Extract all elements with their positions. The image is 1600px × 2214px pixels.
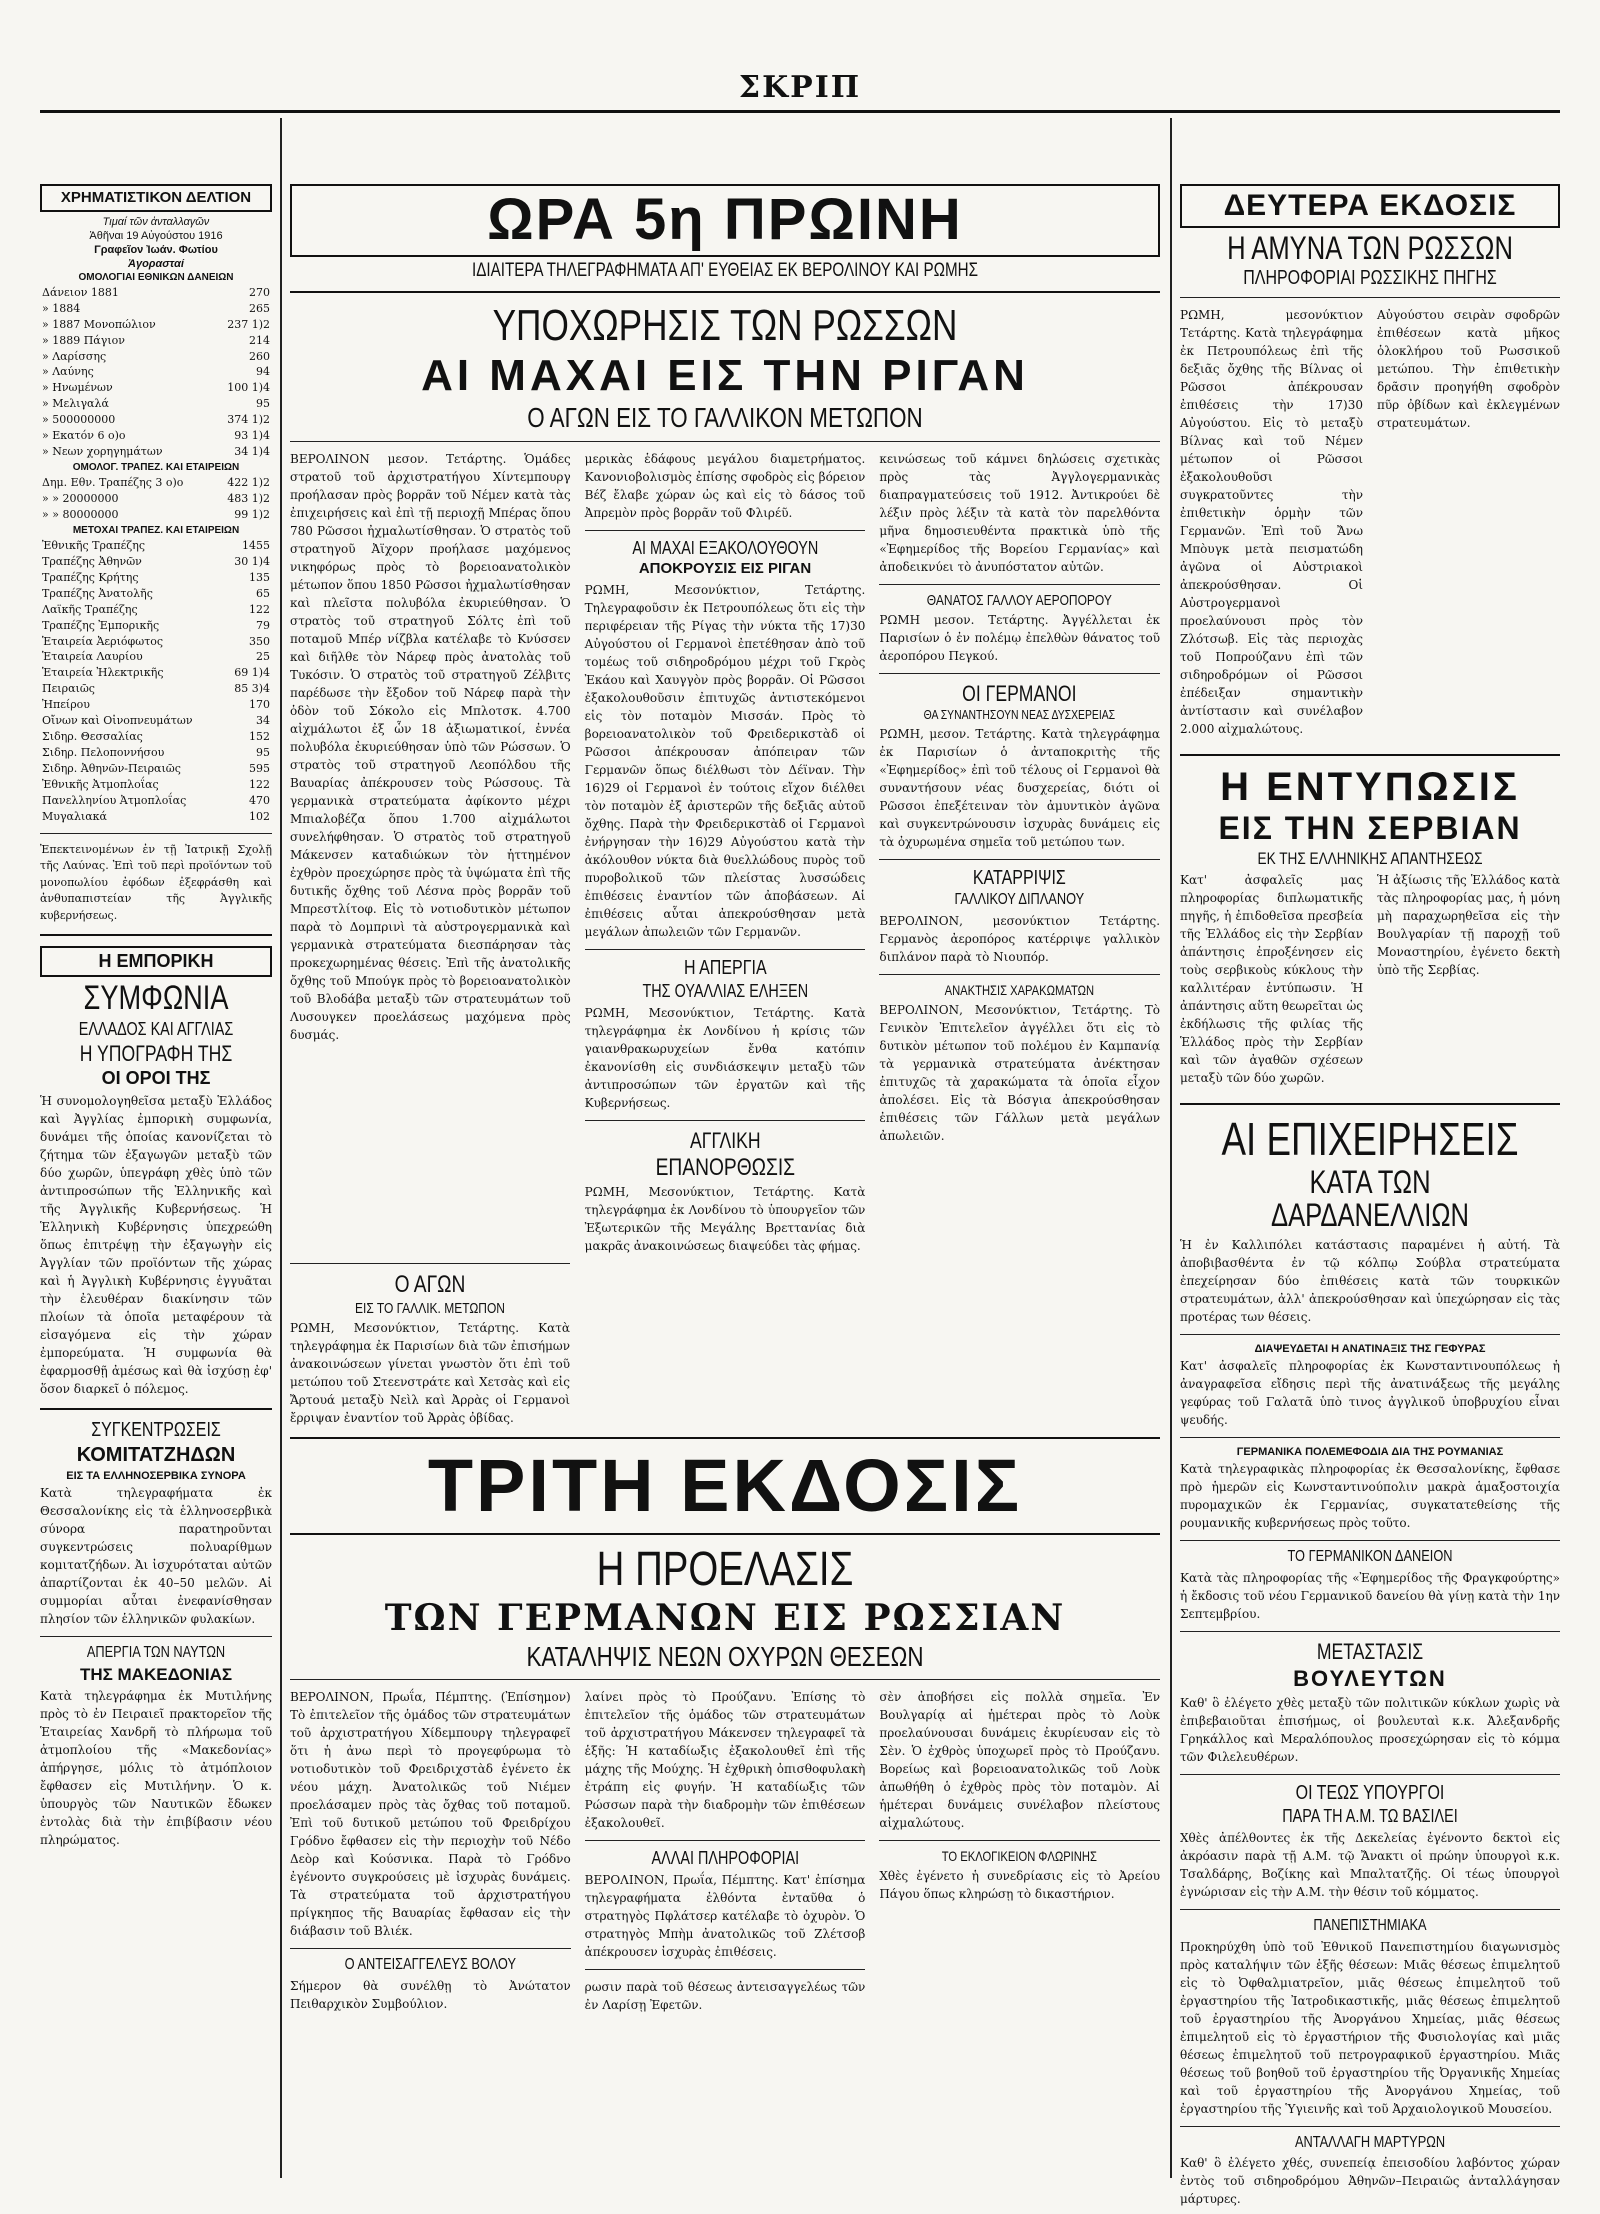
ellados-anglias-heading: ΕΛΛΑΔΟΣ ΚΑΙ ΑΓΓΛΙΑΣ <box>78 1018 234 1039</box>
table-row <box>40 745 272 761</box>
germans-heading: ΟΙ ΓΕΡΜΑΝΟΙ <box>962 681 1077 707</box>
table-row <box>40 412 272 428</box>
row-value: 595 <box>249 762 270 775</box>
banner-5am-subtitle: ΙΔΙΑΙΤΕΡΑ ΤΗΛΕΓΡΑΦΗΜΑΤΑ ΑΠ' ΕΥΘΕΙΑΣ ΕΚ ΒΕΡΟΛΙΝΟΥ ΚΑΙ ΡΩΜΗΣ <box>472 259 978 281</box>
agon-heading: Ο ΑΓΩΝ <box>394 1271 466 1299</box>
munitions-text: Κατὰ τηλεγραφικὰς πληροφορίας ἐκ Θεσσαλονίκης, ἔφθασε πρὸ ἡμερῶν εἰς Κωνσταντινούπολιν μακρὰ ἁμαξοστοιχία πυρομαχικῶν ἐκ Γερμανίας, συγκατατεθείσης τῆς ρουμανικῆς κυβερνήσεως πρὸς τοῦτο. <box>1180 1462 1560 1531</box>
row-name: Δάνειον 1881 <box>42 285 119 299</box>
serbia-side-text: Ἡ ἀξίωσις τῆς Ἑλλάδος κατὰ τὰς πληροφορίας μας, ἡ μόνη μὴ παραχωρηθεῖσα εἰς τὴν Βουλγαρίαν τῇ παροχῇ τοῦ Μοναστηρίου, ἐγένετο δεκτὴ ὑπὸ τῆς Σερβίας. <box>1377 872 1560 977</box>
row-value: 422 1)2 <box>227 476 270 490</box>
former-ministers-heading: ΟΙ ΤΕΩΣ ΥΠΟΥΡΓΟΙ <box>1295 1782 1445 1804</box>
table-row <box>40 554 272 570</box>
row-value: 25 <box>256 650 270 664</box>
table-row <box>40 491 272 507</box>
left-column <box>40 180 272 2170</box>
new-positions-heading: ΚΑΤΑΛΗΨΙΣ ΝΕΩΝ ΟΧΥΡΩΝ ΘΕΣΕΩΝ <box>526 1640 924 1672</box>
row-value: 270 <box>249 285 270 299</box>
trenches-text: ΒΕΡΟΛΙΝΟΝ, Μεσονύκτιον, Τετάρτης. Τὸ Γενικὸν Ἐπιτελεῖον ἀγγέλλει ὅτι εἰς τὸ δυτικὸν μέτωπον τοῦ πολέμου ἐν Καμπανίᾳ τὰ γερμανικὰ στρατεύματα ἀνέκτησαν ἐπιτυχῶς τὰ χαρακώματα τὰ ὁποῖα εἶχον ἀπολέσει. Εἰς τὰ Βόσγια ἀπεκρούσθησαν ἐπιθέσεις τῶν Γάλλων μετὰ μεγάλων ἀπωλειῶν. <box>879 1002 1161 1143</box>
impression-text: Κατ' ἀσφαλεῖς μας πληροφορίας διπλωματικῆς πηγῆς, ἡ ἐπιδοθεῖσα πρεσβεία τῆς Ἑλλάδος εἰς τὴν Σερβίαν ἀπάντησις ἐπροξένησεν εἰς τοὺς σερβικοὺς κύκλους τὴν καλλιτέραν ἐντύπωσιν. Ἡ ἀπάντησις αὕτη θεωρεῖται ὡς ἐκδήλωσις τῆς φιλίας τῆς Ἑλλάδος πρὸς τὴν Σερβίαν καὶ τῶν ἀγαθῶν σχέσεων μεταξὺ τῶν δύο χωρῶν. <box>1180 872 1363 1085</box>
table-row <box>40 793 272 809</box>
french-front-heading: Ο ΑΓΩΝ ΕΙΣ ΤΟ ΓΑΛΛΙΚΟΝ ΜΕΤΩΠΟΝ <box>527 402 923 434</box>
witness-exchange-heading: ΑΝΤΑΛΛΑΓΗ ΜΑΡΤΥΡΩΝ <box>1294 2133 1446 2151</box>
impression-heading: Η ΕΝΤΥΠΩΣΙΣ <box>1220 765 1520 810</box>
row-name: Ἠπείρου <box>42 698 90 712</box>
german-loan-text: Κατὰ τὰς πληροφορίας τῆς «Ἐφημερίδος τῆς Φραγκφούρτης» ἡ ἔκδοσις τοῦ νέου Γερμανικοῦ δανείου θὰ γίνῃ κατὰ τὴν 1ην Σεπτεμβρίου. <box>1180 1570 1560 1621</box>
row-value: 214 <box>249 333 270 347</box>
gallic-front-heading: ΕΙΣ ΤΟ ΓΑΛΛΙΚ. ΜΕΤΩΠΟΝ <box>355 1299 505 1317</box>
row-name: Ἐθνικῆς Ἀτμοπλοΐας <box>42 777 159 791</box>
prosecutor-text: Σήμερον θὰ συνέλθῃ τὸ Ἀνώτατον Πειθαρχικὸν Συμβούλιον. <box>290 1978 571 2011</box>
row-value: 95 <box>256 746 270 760</box>
operations-heading: ΑΙ ΕΠΙΧΕΙΡΗΣΕΙΣ <box>1221 1112 1519 1165</box>
row-name: » » 80000000 <box>42 507 119 521</box>
symfonia-text: Ἡ συνομολογηθεῖσα μεταξὺ Ἑλλάδος καὶ Ἀγγλίας ἐμπορικὴ συμφωνία, δυνάμει τῆς ὁποίας κανονίζεται τὸ ζήτημα τῶν ἐξαγωγῶν μεταξὺ τῶν δύο χωρῶν, ὑπεγράφη χθὲς ὑπὸ τῶν ἀντιπροσώπων τῆς Ἑλληνικῆς καὶ τῆς Ἀγγλικῆς Κυβερνήσεως. Ἡ Ἑλληνικὴ Κυβέρνησις ὑπεχρεώθη ὅπως ἐπιτρέψῃ τὴν ἐξαγωγὴν εἰς Ἀγγλίαν τῶν προϊόντων τῆς χώρας καὶ ἡ Ἀγγλικὴ Κυβέρνησις ἐγγυᾶται τὴν ἐλευθέραν διακίνησιν τῶν πλοίων τὰ ὁποῖα μεταφέρουν τὰ εἰσαγόμενα εἰς τὴν χώραν ἐμπορεύματα. Ἡ συμφωνία θὰ ἐφαρμοσθῇ ἀμέσως καὶ θὰ ἰσχύσῃ ἐφ' ὅσον διαρκεῖ ὁ πόλεμος. <box>40 1093 272 1396</box>
correction-heading: ΕΠΑΝΟΡΘΩΣΙΣ <box>655 1154 795 1182</box>
table-row <box>40 364 272 380</box>
other-info-heading: ΑΛΛΑΙ ΠΛΗΡΟΦΟΡΙΑΙ <box>651 1847 799 1868</box>
retreat-heading: ΥΠΟΧΩΡΗΣΙΣ ΤΩΝ ΡΩΣΣΩΝ <box>492 300 958 350</box>
florina-election-text: Χθὲς ἐγένετο ἡ συνεδρίασις εἰς τὸ Ἀρείου Πάγου ὅπως κληρώσῃ τὸ δικαστήριον. <box>879 1868 1161 1901</box>
row-name: » Λαρίσσης <box>42 349 107 363</box>
bridge-denial-heading: ΔΙΑΨΕΥΔΕΤΑΙ Η ΑΝΑΤΙΝΑΞΙΣ ΤΗΣ ΓΕΦΥΡΑΣ <box>1254 1343 1486 1356</box>
agon-text: ΡΩΜΗ, Μεσονύκτιον, Τετάρτης. Κατὰ τηλεγράφημα ἐκ Παρισίων διὰ τῶν ἐπισήμων ἀνακοινώσεων γίνεται γνωστὸν ὅτι ἐπὶ τοῦ μετώπου τοῦ Στεενστράτε καὶ Χετσὰς καὶ εἰς Ἄρτουά μεταξὺ Νεὶλ καὶ Ἀρρὰς οἱ Γερμανοὶ ἔρριψαν ἐναντίον τοῦ Ἀρρὰς ὀβίδας. <box>290 1321 570 1426</box>
table-row <box>40 618 272 634</box>
table-row <box>40 586 272 602</box>
table-row <box>40 602 272 618</box>
table-row <box>40 428 272 444</box>
row-name: » 1889 Πάγιον <box>42 333 125 347</box>
row-value: 85 3)4 <box>234 682 270 696</box>
row-value: 65 <box>256 586 270 600</box>
dardanelles-heading: ΚΑΤΑ ΤΩΝ ΔΑΡΔΑΝΕΛΛΙΩΝ <box>1270 1163 1470 1234</box>
table-row <box>40 333 272 349</box>
table-row <box>40 349 272 365</box>
synkentroseis-heading: ΣΥΓΚΕΝΤΡΩΣΕΙΣ <box>91 1418 221 1441</box>
wales-strike-heading: ΤΗΣ ΟΥΑΛΛΙΑΣ ΕΛΗΞΕΝ <box>642 981 808 1002</box>
former-ministers-text: Χθὲς ἀπέλθοντες ἐκ τῆς Δεκελείας ἐγένοντο δεκτοὶ εἰς ἀκρόασιν παρὰ τῇ Α.Μ. τῷ Ἄνακτι οἱ πρώην ὑπουργοὶ κ.κ. Τσαλδάρης, Βοζίκης καὶ Μπαλτατζῆς. Οἱ τέως ὑπουργοὶ ἐγνώρισαν εἰς τὴν Α.Μ. τὴν θέσιν τοῦ κόμματος. <box>1180 1830 1560 1899</box>
row-name: Λαϊκῆς Τραπέζης <box>42 602 138 616</box>
table-row <box>40 538 272 554</box>
row-value: 170 <box>249 698 270 712</box>
deputies-heading: ΒΟΥΛΕΥΤΩΝ <box>1293 1665 1447 1691</box>
row-value: 152 <box>249 730 270 744</box>
deputies-text: Καθ' ὃ ἐλέγετο χθὲς μεταξὺ τῶν πολιτικῶν κύκλων χωρὶς νὰ ἐπιβεβαιοῦται ἐπισήμως, οἱ βουλευταὶ κ.κ. Ἀλεξανδρῆς Γρηκάλλος καὶ Μεραλόπουλος προσεχώρησαν εἰς τὸ κόμμα τῶν Φιλελευθέρων. <box>1180 1696 1560 1764</box>
row-name: » 1884 <box>42 301 81 315</box>
stock-date: Ἀθῆναι 19 Αὐγούστου 1916 <box>89 229 223 242</box>
bonds-table <box>40 285 272 460</box>
row-name: Τραπέζης Ἀνατολῆς <box>42 586 153 600</box>
russian-defense-heading: Η ΑΜΥΝΑ ΤΩΝ ΡΩΣΣΩΝ <box>1227 229 1513 266</box>
stock-market: Ἀγορασταί <box>128 257 184 270</box>
row-value: 95 <box>256 397 270 411</box>
komitatzides-heading: ΚΟΜΙΤΑΤΖΗΔΩΝ <box>76 1443 236 1466</box>
biplane-heading: ΓΑΛΛΙΚΟΥ ΔΙΠΛΑΝΟΥ <box>954 891 1085 909</box>
row-name: Ἑταιρεία Λαυρίου <box>42 650 143 664</box>
row-value: 470 <box>249 793 270 807</box>
table-row <box>40 380 272 396</box>
shares-table <box>40 538 272 825</box>
masthead-rule <box>40 110 1560 113</box>
row-value: 122 <box>249 602 270 616</box>
table-row <box>40 729 272 745</box>
english-heading: ΑΓΓΛΙΚΗ <box>689 1128 761 1154</box>
correction-text: ΡΩΜΗ, Μεσονύκτιον, Τετάρτης. Κατὰ τηλεγράφημα ἐκ Λονδίνου τὸ ὑπουργεῖον τῶν Ἐξωτερικῶν τῆς Μεγάλης Βρεττανίας διὰ μακρᾶς ἀνακοινώσεως διαψεύδει τὰς φήμας. <box>584 1185 866 1254</box>
row-value: 237 1)2 <box>227 317 270 331</box>
row-value: 265 <box>249 301 270 315</box>
table-row <box>40 809 272 825</box>
prosecutor-continued-text: ρωσιν παρὰ τοῦ θέσεως ἀντεισαγγελέως τῶν ἐν Λαρίσῃ Ἐφετῶν. <box>584 1979 866 2012</box>
table-row <box>40 317 272 333</box>
stock-office: Γραφεῖον Ἰωάν. Φωτίου <box>94 243 218 256</box>
wales-text: ΡΩΜΗ, Μεσονύκτιον, Τετάρτης. Κατὰ τηλεγράφημα ἐκ Λονδίνου ἡ κρίσις τῶν γαιανθρακωρυχείων ἔνθα κατόπιν ἐκανονίσθη εἰς συνδιάσκεψιν μεταξὺ τῶν ἀντιπροσώπων τῶν ἐργατῶν καὶ τῆς Κυβερνήσεως. <box>584 1006 866 1111</box>
row-value: 260 <box>249 349 270 363</box>
greek-reply-heading: ΕΚ ΤΗΣ ΕΛΛΗΝΙΚΗΣ ΑΠΑΝΤΗΣΕΩΣ <box>1257 848 1483 868</box>
aviator-death-heading: ΘΑΝΑΤΟΣ ΓΑΛΛΟΥ ΑΕΡΟΠΟΡΟΥ <box>927 591 1113 609</box>
banner-5am: ΩΡΑ 5η ΠΡΩΙΝΗ <box>290 184 1160 257</box>
row-name: » Νεων χορηγημάτων <box>42 445 163 459</box>
russian-defense-text: ΡΩΜΗ, μεσονύκτιον Τετάρτης. Κατὰ τηλεγράφημα ἐκ Πετρουπόλεως ἐπὶ τῆς δεξιᾶς ὄχθης τῆς Βίλνας οἱ Ρῶσσοι ἀπέκρουσαν ἐπιθέσεις τὴν 17)30 Αὐγούστου. Εἰς τὸ μεταξὺ Βίλνας καὶ τοῦ Νέμεν μέτωπον οἱ Ρῶσσοι ἐξακολουθοῦσι συγκρατοῦντες τὴν ἐπιθετικὴν ὁρμὴν τῶν Γερμανῶν. Ἐπὶ τοῦ Ἄνω Μπὸυγκ μετὰ πεισματώδη ἀγῶνα οἱ Αὐστριακοὶ ἀπεκρούσθησαν. Οἱ Αὐστρογερμανοὶ προελαύνουσι πρὸς τὸν Ζλότσωβ. Εἰς τὰς περιοχὰς τοῦ Ποπρούζανυ ἐπὶ τῶν σιδηροδρόμων οἱ Ρῶσσοι ἐπέδειξαν σημαντικὴν ἀντίστασιν καὶ συνέλαβον 2.000 αἰχμαλώτους. <box>1180 308 1363 737</box>
ypografi-heading: Η ΥΠΟΓΡΑΦΗ ΤΗΣ <box>79 1040 233 1066</box>
table-row <box>40 777 272 793</box>
table-row <box>40 301 272 317</box>
row-value: 94 <box>256 365 270 379</box>
battles-continue-heading: ΑΙ ΜΑΧΑΙ ΕΞΑΚΟΛΟΥΘΟΥΝ <box>632 537 818 558</box>
row-name: Τραπέζης Ἐμπορικῆς <box>42 618 160 632</box>
advance-heading: Η ΠΡΟΕΛΑΣΙΣ <box>596 1543 854 1597</box>
germans-text: ΡΩΜΗ, μεσον. Τετάρτης. Κατὰ τηλεγράφημα ἐκ Παρισίων ὁ ἀνταποκριτὴς τῆς «Ἐφημερίδος» ἐπὶ τοῦ τέλους οἱ Γερμανοὶ θὰ συναντήσουν νέας δυσχερείας, διότι οἱ Ρῶσσοι ἐπεξέτειναν τὸν ἀμυντικὸν ἀγῶνα καὶ συγκεντρώνουσιν ἰσχυρὰς δυνάμεις εἰς τὰ ὀχυρωμένα σημεῖα τοῦ μετώπου των. <box>879 727 1161 850</box>
row-name: » Λαύνης <box>42 365 94 379</box>
row-name: Τραπέζης Ἀθηνῶν <box>42 554 142 568</box>
table-row <box>40 285 272 301</box>
column-rule <box>1170 118 1172 2178</box>
row-value: 483 1)2 <box>227 492 270 505</box>
stock-bulletin-title: ΧΡΗΜΑΤΙΣΤΙΚΟΝ ΔΕΛΤΙΟΝ <box>40 184 272 212</box>
center-column <box>290 180 1160 2170</box>
table-row <box>40 713 272 729</box>
table-row <box>40 634 272 650</box>
symfonia-heading: ΣΥΜΦΩΝΙΑ <box>83 979 229 1018</box>
row-name: Πειραιῶς <box>42 682 95 696</box>
stock-section-bonds: ΟΜΟΛΟΓΙΑΙ ΕΘΝΙΚΩΝ ΔΑΝΕΙΩΝ <box>78 271 234 283</box>
row-value: 34 <box>256 714 270 728</box>
german-loan-heading: ΤΟ ΓΕΡΜΑΝΙΚΟΝ ΔΑΝΕΙΟΝ <box>1287 1548 1453 1566</box>
university-heading: ΠΑΝΕΠΙΣΤΗΜΙΑΚΑ <box>1313 1916 1427 1934</box>
masthead: ΣΚΡΙΠ <box>738 70 862 105</box>
table-row <box>40 396 272 412</box>
row-name: » » 20000000 <box>42 492 119 505</box>
table-row <box>40 697 272 713</box>
column-rule <box>280 118 282 2178</box>
repulse-riga-heading: ΑΠΟΚΡΟΥΣΙΣ ΕΙΣ ΡΙΓΑΝ <box>638 560 812 578</box>
aviator-death-text: ΡΩΜΗ μεσον. Τετάρτης. Ἀγγέλλεται ἐκ Παρισίων ὁ ἐν πολέμῳ ἐπελθὼν θάνατος τοῦ ἀεροπόρου Πεγκού. <box>879 613 1161 664</box>
oroi-heading: ΟΙ ΟΡΟΙ ΤΗΣ <box>101 1067 211 1088</box>
difficulties-heading: ΘΑ ΣΥΝΑΝΤΗΣΟΥΝ ΝΕΑΣ ΔΥΣΧΕΡΕΙΑΣ <box>923 707 1116 723</box>
row-value: 135 <box>249 570 270 584</box>
bank-bonds-table <box>40 475 272 523</box>
stock-section-bank-bonds: ΟΜΟΛΟΓ. ΤΡΑΠΕΖ. ΚΑΙ ΕΤΑΙΡΕΙΩΝ <box>72 462 240 474</box>
apergia-nafton-text: Κατὰ τηλεγράφημα ἐκ Μυτιλήνης πρὸς τὸ ἐν Πειραιεῖ πρακτορεῖον τῆς Ἑταιρείας Χανδρῆ τὸ πλήρωμα τοῦ ἀτμοπλοίου τῆς «Μακεδονίας» ἀπήργησε, μόλις τὸ ἀτμόπλοιον ἔφθασεν εἰς Μυτιλήνην. Ὁ κ. ὑπουργὸς τῶν Ναυτικῶν ἔδωκεν ἐντολὰς διὰ τὴν ἐπιβίβασιν νέου πληρώματος. <box>40 1689 272 1848</box>
other-info-text: ΒΕΡΟΛΙΝΟΝ, Πρωΐα, Πέμπτης. Κατ' ἐπίσημα τηλεγραφήματα ἐλθόντα ἐνταῦθα ὁ στρατηγὸς Πφλάτσερ κατέλαβε τὸ ὀχυρὸν. Ὁ στρατηγὸς Μπὴμ ἀνατολικῶς τοῦ Ζλέτσοβ ἀπέκρουσεν ἰσχυρὰς ἐπιθέσεις. <box>584 1872 866 1959</box>
row-name: Ἑταιρεία Ἠλεκτρικῆς <box>42 666 164 680</box>
witness-exchange-text: Καθ' ὃ ἐλέγετο χθές, συνεπείᾳ ἐπεισοδίου λαβόντος χώραν ἐντὸς τοῦ σιδηροδρόμου Ἀθηνῶν–Πειραιῶς ἀνταλλάγησαν μάρτυρες. <box>1180 2156 1560 2207</box>
row-name: Σιδηρ. Θεσσαλίας <box>42 730 143 744</box>
commercial-heading: Η ΕΜΠΟΡΙΚΗ <box>40 946 272 977</box>
transfer-heading: ΜΕΤΑΣΤΑΣΙΣ <box>1316 1638 1424 1664</box>
bridge-denial-text: Κατ' ἀσφαλεῖς πληροφορίας ἐκ Κωνσταντινουπόλεως ἡ ἀναγραφεῖσα εἴδησις περὶ τῆς ἀνατινάξεως τῆς μεγάλης γεφύρας τοῦ Γαλατᾶ ὑπὸ τινος ἀγγλικοῦ ὑποβρυχίου εἶναι ψευδής. <box>1180 1359 1560 1428</box>
row-name: » Εκατόν 6 ο)ο <box>42 429 126 443</box>
row-name: Σιδηρ. Ἀθηνῶν-Πειραιῶς <box>42 762 181 775</box>
row-name: » 500000000 <box>42 413 116 427</box>
third-edition-banner: ΤΡΙΤΗ ΕΚΔΟΣΙΣ <box>427 1444 1023 1528</box>
row-name: Πανελληνίου Ἀτμοπλοΐας <box>42 793 187 807</box>
row-value: 30 1)4 <box>234 554 270 568</box>
row-name: Μυγαλιακά <box>42 809 107 823</box>
table-row <box>40 665 272 681</box>
stock-section-shares: ΜΕΤΟΧΑΙ ΤΡΑΠΕΖ. ΚΑΙ ΕΤΑΙΡΕΙΩΝ <box>72 524 240 536</box>
row-name: Δημ. Εθν. Τραπέζης 3 ο)ο <box>42 476 184 490</box>
row-value: 100 1)4 <box>227 381 270 395</box>
advance-report-2: λαίνει πρὸς τὸ Προύζανυ. Ἐπίσης τὸ ἐπιτελεῖον τῆς ὁμάδος τῶν στρατευμάτων τοῦ ἀρχιστρατήγου Μάκενσεν τηλεγραφεῖ τὰ ἑξῆς: Ἡ καταδίωξις ἐξακολουθεῖ ἐπὶ τῆς μάχης τῆς Μούχης. Ἡ ἐχθρικὴ ὀπισθοφυλακὴ ἐτράπη εἰς φυγήν. Ἡ καταδίωξις τῶν Ρώσσων παρὰ τὴν διαδρομὴν τῶν ἐπιθέσεων ἐξακολουθεῖ. <box>584 1689 866 1830</box>
row-name: » Ηνωμένων <box>42 381 113 395</box>
prosecutor-heading: Ο ΑΝΤΕΙΣΑΓΓΕΛΕΥΣ ΒΟΛΟΥ <box>344 1955 516 1973</box>
komitatzides-text: Κατὰ τηλεγραφήματα ἐκ Θεσσαλονίκης εἰς τὰ ἑλληνοσερβικὰ σύνορα παρατηροῦνται συγκεντρώσεις πολυαρίθμων κομιτατζήδων. Ἀι ἰσχυρόταται αὐτῶν ἀπαρτίζονται ἐκ 40–50 μελῶν. Αἱ συμμορίαι αὗται ἐνεφανίσθησαν πλησίον τῶν ἑλληνικῶν φυλακίων. <box>40 1485 272 1626</box>
strike-heading: Η ΑΠΕΡΓΙΑ <box>683 957 767 980</box>
russian-defense-side-text: Αὐγούστου σειρὰν σφοδρῶν ἐπιθέσεων κατὰ μῆκος ὁλοκλήρου τοῦ Ρωσσικοῦ μετώπου. Τὴν ἐπιθετικὴν δρᾶσιν προηγήθη σφοδρὸν πῦρ ὀβίδων καὶ ἐκλεγμένων στρατευμάτων. <box>1377 308 1560 431</box>
row-value: 1455 <box>242 538 270 552</box>
germans-russia-heading: ΤΩΝ ΓΕΡΜΑΝΩΝ ΕΙΣ ΡΩΣΣΙΑΝ <box>384 1596 1066 1639</box>
sinora-heading: ΕΙΣ ΤΑ ΕΛΛΗΝΟΣΕΡΒΙΚΑ ΣΥΝΟΡΑ <box>66 1469 246 1482</box>
florina-election-heading: ΤΟ ΕΚΛΟΓΙΚΕΙΟΝ ΦΛΩΡΙΝΗΣ <box>942 1847 1098 1864</box>
row-value: 99 1)2 <box>234 507 270 521</box>
row-value: 93 1)4 <box>234 429 270 443</box>
trenches-heading: ΑΝΑΚΤΗΣΙΣ ΧΑΡΑΚΩΜΑΤΩΝ <box>944 981 1095 998</box>
shootdown-heading: ΚΑΤΑΡΡΙΨΙΣ <box>973 867 1067 890</box>
university-text: Προκηρύχθη ὑπὸ τοῦ Ἐθνικοῦ Πανεπιστημίου διαγωνισμὸς πρὸς καταλήψιν τῶν ἑξῆς θέσεων: Μιᾶς θέσεως ἐπιμελητοῦ εἰς τὸ Ὀφθαλμιατρεῖον, μιᾶς θέσεως ἐπιμελητοῦ τοῦ ἐργαστηρίου τῆς Ἰατροδικαστικῆς, μιᾶς θέσεως ἐπιμελητοῦ τοῦ ἐργαστηρίου τῆς Ἀνοργάνου Χημείας, μιᾶς θέσεως ἐπιμελητοῦ εἰς τὸ ἐργαστήριον τῆς Φυσιολογίας καὶ μιᾶς θέσεως ἐπιμελητοῦ τοῦ πετρογραφικοῦ ἐργαστηρίου. Μιᾶς θέσεως τοῦ βοηθοῦ τοῦ ἐργαστηρίου τῆς Ὀργανικῆς Χημείας καὶ τοῦ ἐργαστηρίου τῆς Ἀνοργάνου Χημείας, τοῦ ἐργαστηρίου τῆς Ὑγιεινῆς καὶ τοῦ Ἀρχαιολογικοῦ Μουσείου. <box>1180 1939 1560 2116</box>
row-name: Οἴνων καὶ Οἰνοπνευμάτων <box>42 714 193 728</box>
table-row <box>40 507 272 523</box>
advance-report-3: σὲν ἀποβήσει εἰς πολλὰ σημεῖα. Ἐν Βουλγαρίᾳ αἱ ἡμέτεραι πρὸς τὸ Λοὺκ προελαύνουσαι δυνάμεις ἐκυρίευσαν εἰς τὸ Σὲν. Ὁ ἐχθρὸς ὑποχωρεῖ πρὸς τὸ Προύζανυ. Βορείως καὶ βορειοανατολικῶς τοῦ Λοὺκ ἀπωθήθη ὁ ἐχθρὸς πρὸς τὸν ποταμὸν. Αἱ ἡμέτεραι δυνάμεις συνέλαβον πλείστους αἰχμαλώτους. <box>879 1689 1161 1830</box>
row-name: » 1887 Μονοπώλιον <box>42 317 156 331</box>
makedonias-heading: ΤΗΣ ΜΑΚΕΔΟΝΙΑΣ <box>79 1664 233 1684</box>
biplane-text: ΒΕΡΟΛΙΝΟΝ, μεσονύκτιον Τετάρτης. Γερμανὸς ἀεροπόρος κατέρριψε γαλλικὸν διπλάνον παρὰ τὸ Νιουπόρ. <box>879 913 1161 964</box>
row-value: 350 <box>249 634 270 648</box>
table-row <box>40 444 272 460</box>
row-value: 102 <box>249 809 270 823</box>
serbia-heading: ΕΙΣ ΤΗΝ ΣΕΡΒΙΑΝ <box>1218 810 1522 847</box>
row-name: Ἐθνικῆς Τραπέζης <box>42 538 146 552</box>
apergia-nafton-heading: ΑΠΕΡΓΙΑ ΤΩΝ ΝΑΥΤΩΝ <box>86 1643 226 1661</box>
munitions-heading: ΓΕΡΜΑΝΙΚΑ ΠΟΛΕΜΕΦΟΔΙΑ ΔΙΑ ΤΗΣ ΡΟΥΜΑΝΙΑΣ <box>1236 1446 1504 1459</box>
stock-note: Ἐπεκτεινομένων ἐν τῇ Ἰατρικῇ Σχολῇ τῆς Λαύνας. Ἐπὶ τοῦ περὶ προϊόντων τοῦ μονοπωλίου ἐφόδων ἐξεφράσθη καὶ ἀνθυπαπιστείαν τῆς Ἀγγλικῆς κυβερνήσεως. <box>40 842 272 922</box>
dardanelles-text: Ἡ ἐν Καλλιπόλει κατάστασις παραμένει ἡ αὐτή. Τὰ ἀποβιβασθέντα ἐν τῷ κόλπῳ Σούβλα στρατεύματα ἐπεχείρησαν δύο ἐπιθέσεις κατὰ τῶν τουρκικῶν στρατευμάτων, ἀλλ' ἀπεκρούσθησαν καὶ ὑπεχώρησαν εἰς τὰς προτέρας των θέσεις. <box>1180 1238 1560 1325</box>
row-name: Σιδηρ. Πελοποννήσου <box>42 746 165 760</box>
riga-text: ΡΩΜΗ, Μεσονύκτιον, Τετάρτης. Τηλεγραφοῦσιν ἐκ Πετρουπόλεως ὅτι εἰς τὴν περιφέρειαν τῆς Ρίγας τὴν νύκτα τῆς 17)30 Αὐγούστου οἱ Γερμανοὶ ἐπετέθησαν ἀπὸ τοῦ τομέως τοῦ σιδηροδρόμου μέχρι τοῦ Γκρὸς Ἐκάου καὶ Χαυγγὸν πρὸς βορρᾶν. Οἱ Ρῶσσοι ἐξακολουθοῦσιν ἐπιτυχῶς ἀντιστεκόμενοι εἰς τὸν ποταμὸν Μισσάν. Πρὸς τὸ βορειοανατολικὸν τοῦ Φρειδερικστὰδ οἱ Ρῶσσοι ἀπέκρουσαν ἀπόπειραν τῶν Γερμανῶν ὅπως διέλθωσι τὸν Δέϊναν. Τὴν 16)29 οἱ Γερμανοὶ ἐν τούτοις εἴχον διέλθει τὸν ποταμὸν ἐξ ἀριστερῶν τῆς δεξιᾶς αὐτοῦ ὄχθης. Παρὰ τὴν Φρειδερικστὰδ οἱ Γερμανοὶ ἐνήργησαν τὴν 16)29 Αὐγούστου κατὰ τὴν ἀκόλουθον νύκτα διὰ θυελλώδους πυρὸς τοῦ πυροβολικοῦ τῶν πλείστας λυσσώδεις ἐπιθέσεις ἐναντίον τῶν ἀποβάσεων. Αἱ ἐπιθέσεις αὗται ἀπεκρούσθησαν μετὰ μεγάλων ἀπωλειῶν τῶν Γερμανῶν. <box>584 583 866 940</box>
row-value: 69 1)4 <box>234 666 270 680</box>
russian-source-heading: ΠΛΗΡΟΦΟΡΙΑΙ ΡΩΣΣΙΚΗΣ ΠΗΓΗΣ <box>1243 267 1497 290</box>
side-report-text: μερικὰς ἑδάφους μεγάλου διαμετρήματος. Κανονιοβολισμὸς ἐπίσης σφοδρὸς εἰς βόρειον Βέζ ἔλαβε χώραν ὡς καὶ εἰς τὸ δάσος τοῦ Ἀπρεμὸν πρὸς βορρᾶν τοῦ Φλιρέῦ. <box>584 451 866 520</box>
berlin-report-text: ΒΕΡΟΛΙΝΟΝ μεσον. Τετάρτης. Ὁμάδες στρατοῦ τοῦ ἀρχιστρατήγου Χίντεμπουργ προήλασαν πρὸς βορρᾶν τοῦ Νέμεν κατὰ τὰς ἐπιχειρήσεις καὶ ἐπὶ τῇ περιοχῇ Μπέρας ὅπου 780 Ρῶσσοι ἠχμαλωτίσθησαν. Ὁ στρατὸς τοῦ στρατηγοῦ Ἀϊχορν προήλασε μαχόμενος νικηφόρως πρὸς τὸ βορειοανατολικὸν μέτωπον ὅπου 1850 Ρῶσσοι ἠχμαλωτίσθησαν καὶ πλεῖστα πολυβόλα ἐκυριεύθησαν. Ὁ στρατὸς τοῦ στρατηγοῦ Σόλτς ἐπὶ τοῦ ποταμοῦ Μπέρ νίζβλα κατέλαβε τὸ Κνύσσεν καὶ διῆλθε τὸν Νάρεφ πρὸς ἀνατολὰς τοῦ Τυκόσιν. Ὁ στρατὸς τοῦ στρατηγοῦ Ζέλβιτς παρέδωσε τὴν ἔξοδον τοῦ Νάρεφ παρὰ τὴν ὁδὸν τοῦ Σόκολο εἰς Μπλοτσκ. 4.700 αἰχμάλωτοι ἐξ ὧν 18 ἀξιωματικοί, ἐννέα πολυβόλα ἐκυριεύθησαν ὑπὸ τῶν Ρώσσων. Ὁ στρατὸς τοῦ στρατηγοῦ Λεοπόλδου τῆς Βαυαρίας ἀπέκρουσεν τοὺς Ρώσσους. Τὰ γερμανικὰ στρατεύματα ἀφίκοντο μέχρι Μπιαλοβέζα ὅπου 1.700 αἰχμάλωτοι συνελήφθησαν. Ὁ στρατὸς τοῦ στρατηγοῦ Μάκενσεν καταδιώκων τὸν ἡττημένον ἐχθρὸν προεχώρησε πρὸς τὰ ὑψώματα ἐπὶ τῆς δυτικῆς ὄχθης τοῦ Λέσνα πρὸς βορρᾶν τοῦ Μπρεστλίτοφ. Εἰς τὸ νοτιοδυτικὸν μέτωπον παρὰ τὸ Δομπρινὶ τὰ αὐστρογερμανικὰ καὶ γερμανικὰ στρατεύματα διεσπάρησαν τὰς προκεχωρημένας θέσεις. Ἐπὶ τῆς ἀνατολικῆς ὄχθης τοῦ Μπούγκ πρὸς τὸ βορειοανατολικὸν τοῦ Βλοδάβα μεταξὺ τῶν στρατευμάτων τοῦ Λυσουγκεν προελάσεως μαχόμενα πρὸς δυσμάς. <box>290 451 571 1042</box>
table-row <box>40 681 272 697</box>
table-row <box>40 475 272 491</box>
negotiations-text: κεινώσεως τοῦ κάμνει δηλώσεις σχετικὰς πρὸς τὰς Ἀγγλογερμανικὰς διαπραγματεύσεις τοῦ 1912. Ἀντικρούει δὲ λέξιν πρὸς λέξιν τὰ κατὰ τὸν παρελθόντα μῆνα δημοσιευθέντα πρακτικὰ ὑπὸ τῆς «Ἐφημερίδος τῆς Βορείου Γερμανίας» καὶ ἀποδεικνύει τὸ ἀνυπόστατον αὐτῶν. <box>879 451 1161 574</box>
row-value: 374 1)2 <box>227 413 270 427</box>
row-name: Τραπέζης Κρήτης <box>42 570 139 584</box>
row-value: 122 <box>249 777 270 791</box>
riga-battles-heading: ΑΙ ΜΑΧΑΙ ΕΙΣ ΤΗΝ ΡΙΓΑΝ <box>421 351 1029 401</box>
king-heading: ΠΑΡΑ ΤΗ Α.Μ. ΤΩ ΒΑΣΙΛΕΙ <box>1282 1806 1458 1826</box>
table-row <box>40 649 272 665</box>
row-name: Ἑταιρεία Ἀεριόφωτος <box>42 634 164 648</box>
row-value: 79 <box>256 618 270 632</box>
table-row <box>40 570 272 586</box>
second-edition-banner: ΔΕΥΤΕΡΑ ΕΚΔΟΣΙΣ <box>1180 184 1560 228</box>
row-name: » Μελιγαλά <box>42 397 109 411</box>
row-value: 34 1)4 <box>234 445 270 459</box>
advance-report-1: ΒΕΡΟΛΙΝΟΝ, Πρωΐα, Πέμπτης. (Ἐπίσημον) Τὸ ἐπιτελεῖον τῆς ὁμάδος τῶν στρατευμάτων τοῦ ἀρχιστρατήγου Χίδεμπουργ τηλεγραφεῖ ὅτι ἡ ἀνω περὶ τὸ προγεφύρωμα τὸ νοτιοδυτικὸν τοῦ Φρειδριχστὰδ ἐγένετο ἐκ νέου μάχη. Ἀνατολικῶς τοῦ Νιέμεν προελάσαμεν πρὸς τὰς ὄχθας τοῦ ποταμοῦ. Ἐπὶ τοῦ δυτικοῦ μετώπου τοῦ Φρειδρίχου Γρόδνο ἔφθασεν εἰς τὴν περιοχὴν τοῦ Νέδο Δεὸρ καὶ Κούσνικα. Παρὰ τὸ Γρόδνο ἐγένοντο συγκρούσεις μὲ ἰσχυρὰς δυνάμεις. Τὰ στρατεύματα τοῦ ἀρχιστρατήγου πρίγκηπος τῆς Βαυαρίας ἔφθασαν εἰς τὴν διάβασιν τοῦ Βλιέκ. <box>290 1689 571 1938</box>
stock-intro: Τιμαί τῶν ἀνταλλαγῶν <box>102 215 210 228</box>
table-row <box>40 761 272 777</box>
right-column <box>1180 180 1560 2207</box>
